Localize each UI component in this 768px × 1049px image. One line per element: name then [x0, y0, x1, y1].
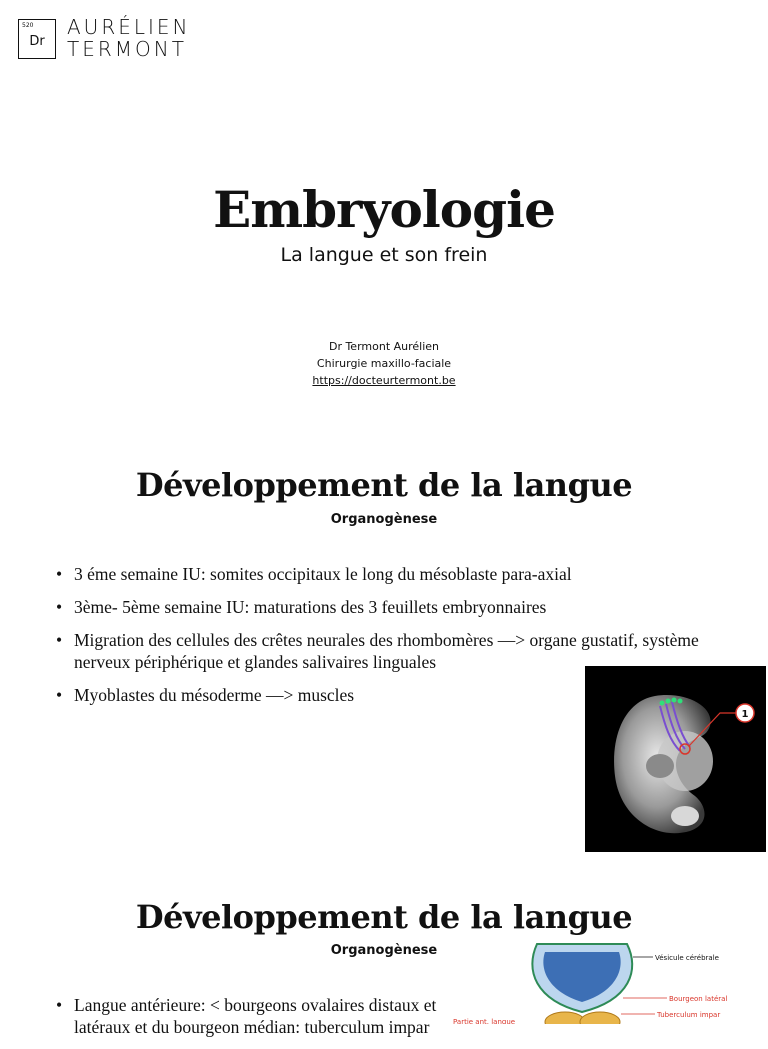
page-subtitle: La langue et son frein [280, 244, 488, 266]
tongue-diagram [445, 940, 768, 1024]
lateral-bud-left [545, 1012, 585, 1024]
list-item: • Myoblastes du mésoderme —> muscles [56, 684, 736, 706]
author-name: Dr Termont Aurélien [328, 340, 440, 353]
crest-dot [672, 698, 677, 703]
section2-subtitle: Organogènese [330, 943, 438, 958]
author-website-link[interactable]: https://docteurtermont.be [312, 374, 456, 387]
embryo-limb-bud [646, 754, 674, 778]
logo-name-line1: AURÉLIEN [67, 15, 191, 39]
embryo-illustration [585, 666, 766, 852]
embryo-tail [671, 806, 699, 826]
section2-bullet-list [56, 994, 476, 1049]
label-anterior: Partie ant. langue [453, 1018, 516, 1024]
section1-subtitle: Organogènese [330, 512, 438, 527]
author-block [0, 338, 768, 389]
section1-title: Développement de la langue [135, 466, 633, 504]
logo-element-box [18, 19, 56, 59]
embryo-figure [585, 666, 766, 852]
list-item: • 3ème- 5ème semaine IU: maturations des 3 feuillets embryonnaires [56, 596, 736, 618]
label-vesicle: Vésicule cérébrale [655, 954, 719, 962]
logo-number: 520 [22, 22, 34, 29]
crest-dot [660, 701, 665, 706]
list-item: • 3 éme semaine IU: somites occipitaux le long du mésoblaste para-axial [56, 563, 736, 585]
logo-name [67, 16, 191, 60]
list-item: • Langue antérieure: < bourgeons ovalaires distaux et latéraux et du bourgeon médian: tuberculum impar [56, 994, 476, 1038]
lateral-bud-right [580, 1012, 620, 1024]
crest-dot [678, 699, 683, 704]
label-lateral-bud: Bourgeon latéral [669, 995, 728, 1003]
section2-title: Développement de la langue [135, 898, 633, 936]
label-tuberculum: Tuberculum impar [657, 1011, 721, 1019]
author-specialty: Chirurgie maxillo-faciale [316, 357, 452, 370]
logo-symbol: Dr [29, 34, 45, 49]
crest-dot [666, 699, 671, 704]
logo-name-line2: TERMONT [67, 37, 187, 61]
marker-label: 1 [741, 709, 749, 720]
tongue-diagram-illustration [445, 940, 768, 1024]
page-title: Embryologie [213, 180, 555, 239]
list-item: • Migration des cellules des crêtes neurales des rhombomères —> organe gustatif, système nerveux périphérique et glandes salivaires linguales [56, 629, 736, 673]
